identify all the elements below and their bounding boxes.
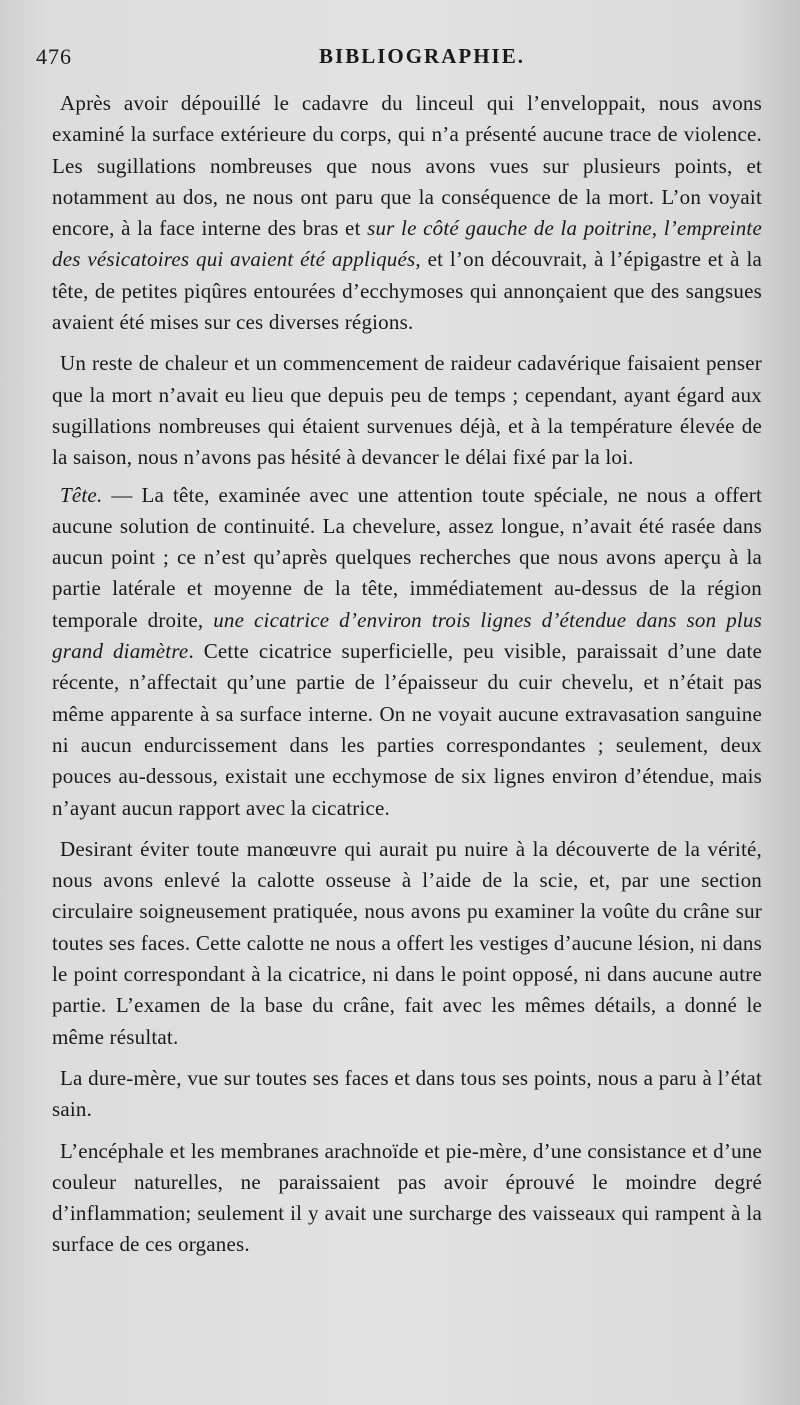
paragraph-rigidity: Un reste de chaleur et un commencement de raideur cadavérique faisaient penser que la mort n’avait eu lieu que depuis peu de temps ; cependant, ayant égard aux sugillations nombreuses qui étaient survenues déjà, et à la température élevée de la saison, nous n’avons pas hésité à devancer le délai fixé par la loi.	[52, 351, 762, 470]
running-title: BIBLIOGRAPHIE.	[319, 44, 525, 68]
italic-phrase: une cicatrice d’environ trois lignes d’étendue dans son plus grand diamètre	[52, 607, 762, 664]
paragraph-skull: Desirant éviter toute manœuvre qui aurait pu nuire à la découverte de la vérité, nous avons enlevé la calotte osseuse à l’aide de la scie, et, par une section circulaire soigneusement pratiquée, nous avons pu examiner la voûte du crâne sur toutes ses faces. Cette calotte ne nous a offert les vestiges d’aucune lésion, ni dans le point correspondant à la cicatrice, ni dans le point opposé, ni dans aucune autre partie. L’examen de la base du crâne, fait avec les mêmes détails, a donné le même résultat.	[52, 836, 762, 1049]
paragraph-text: Après avoir dépouillé le cadavre du linceul qui l’enveloppait, nous avons examiné la surface extérieure du corps, qui n’a présenté aucune trace de violence. Les sugillations nombreuses que nous avons vues sur plusieurs points, et notamment au dos, ne nous ont paru que la conséquence de la mort. L’on voyait encore, à la face interne des bras et	[52, 91, 762, 241]
paragraph-external-exam	[52, 88, 762, 338]
page-number: 476	[36, 44, 72, 69]
section-heading-tete: Tête.	[60, 482, 103, 507]
paragraph-text: — La tête, examinée avec une attention toute spéciale, ne nous a offert aucune solution de continuité. La chevelure, assez longue, n’avait été rasée dans aucun point ; ce n’est qu’après quelques recherches que nous avons aperçu à la partie latérale et moyenne de la tête, immédiatement au-dessus de la région temporale droite,	[52, 482, 762, 632]
page-header	[36, 44, 762, 88]
paragraph-dura-mater: La dure-mère, vue sur toutes ses faces et dans tous ses points, nous a paru à l’état sain.	[52, 1065, 762, 1122]
paragraph-text: . Cette cicatrice superficielle, peu visible, paraissait d’une date récente, n’affectait qu’une partie de l’épaisseur du cuir chevelu, et n’était pas même apparente à sa surface interne. On ne voyait aucune extravasation sanguine ni aucun endurcissement dans les parties correspondantes ; seulement, deux pouces au-dessous, existait une ecchymose de six lignes environ d’étendue, mais n’ayant aucun rapport avec la cicatrice.	[52, 639, 763, 820]
paragraph-text: , et l’on découvrait, à l’épigastre et à la tête, de petites piqûres entourées d’ecchymoses qui annonçaient que des sangsues avaient été mises sur ces diverses régions.	[52, 247, 762, 335]
body-text	[52, 88, 762, 1261]
paragraph-encephalon: L’encéphale et les membranes arachnoïde et pie-mère, d’une consistance et d’une couleur naturelles, ne paraissaient pas avoir éprouvé le moindre degré d’inflammation; seulement il y avait une surcharge des vaisseaux qui rampent à la surface de ces organes.	[52, 1138, 762, 1257]
paragraph-head-exam	[52, 480, 762, 824]
italic-phrase: sur le côté gauche de la poitrine, l’empreinte des vésicatoires qui avaient été appliqués	[52, 216, 762, 272]
